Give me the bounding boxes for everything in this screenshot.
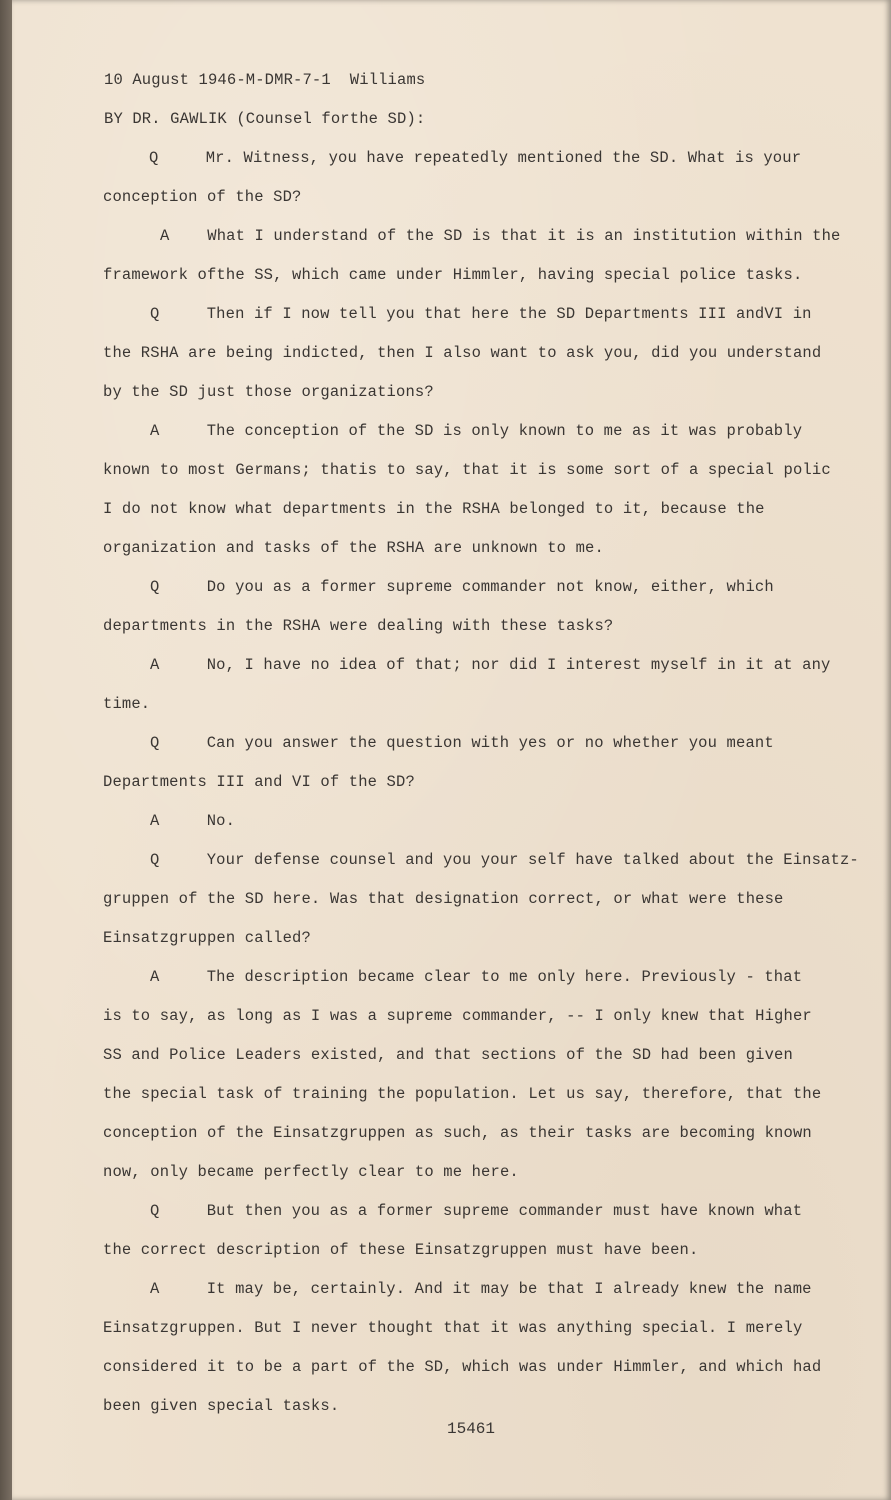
- transcript-line: SS and Police Leaders existed, and that sections of the SD had been given: [103, 1046, 793, 1064]
- transcript-line: the special task of training the population. Let us say, therefore, that the: [103, 1085, 822, 1103]
- transcript-line: Q Do you as a former supreme commander not know, either, which: [150, 578, 774, 596]
- transcript-line: A The conception of the SD is only known to me as it was probably: [150, 422, 803, 440]
- transcript-line: Q Then if I now tell you that here the SD Departments III andVI in: [150, 305, 812, 323]
- transcript-line: A What I understand of the SD is that it is an institution within the: [160, 227, 841, 245]
- transcript-line: A The description became clear to me only here. Previously - that: [150, 968, 803, 986]
- transcript-line: Einsatzgruppen. But I never thought that it was anything special. I merely: [103, 1319, 803, 1337]
- transcript-line: A No.: [150, 812, 236, 830]
- transcript-line: Q Mr. Witness, you have repeatedly mentioned the SD. What is your: [149, 149, 802, 167]
- transcript-line: Einsatzgruppen called?: [103, 929, 311, 947]
- transcript-line: Q Can you answer the question with yes or no whether you meant: [150, 734, 774, 752]
- header-slug: 10 August 1946-M-DMR-7-1 Williams: [104, 71, 426, 89]
- transcript-line: gruppen of the SD here. Was that designation correct, or what were these: [103, 890, 784, 908]
- transcript-line: been given special tasks.: [103, 1397, 340, 1415]
- transcript-line: Q But then you as a former supreme commander must have known what: [150, 1202, 803, 1220]
- transcript-line: the RSHA are being indicted, then I also want to ask you, did you understand: [103, 344, 822, 362]
- transcript-line: time.: [103, 695, 151, 713]
- transcript-line: now, only became perfectly clear to me here.: [103, 1163, 519, 1181]
- transcript-line: A It may be, certainly. And it may be that I already knew the name: [150, 1280, 812, 1298]
- transcript-line: is to say, as long as I was a supreme commander, -- I only knew that Higher: [103, 1007, 812, 1025]
- transcript-line: Departments III and VI of the SD?: [103, 773, 415, 791]
- transcript-line: framework ofthe SS, which came under Himmler, having special police tasks.: [103, 266, 803, 284]
- transcript-line: Q Your defense counsel and you your self have talked about the Einsatz-: [150, 851, 859, 869]
- transcript-line: departments in the RSHA were dealing with these tasks?: [103, 617, 614, 635]
- transcript-line: I do not know what departments in the RSHA belonged to it, because the: [103, 500, 765, 518]
- transcript-line: A No, I have no idea of that; nor did I interest myself in it at any: [150, 656, 831, 674]
- examiner-heading: BY DR. GAWLIK (Counsel forthe SD):: [104, 110, 426, 128]
- binding-edge: [0, 0, 12, 1500]
- transcript-line: by the SD just those organizations?: [103, 383, 434, 401]
- transcript-line: known to most Germans; thatis to say, that it is some sort of a special polic: [103, 461, 831, 479]
- transcript-line: the correct description of these Einsatzgruppen must have been.: [103, 1241, 699, 1259]
- transcript-line: organization and tasks of the RSHA are unknown to me.: [103, 539, 604, 557]
- transcript-line: considered it to be a part of the SD, which was under Himmler, and which had: [103, 1358, 822, 1376]
- transcript-line: conception of the Einsatzgruppen as such, as their tasks are becoming known: [103, 1124, 812, 1142]
- transcript-line: conception of the SD?: [103, 188, 302, 206]
- page-number: 15461: [447, 1420, 496, 1438]
- document-page: [12, 0, 891, 1500]
